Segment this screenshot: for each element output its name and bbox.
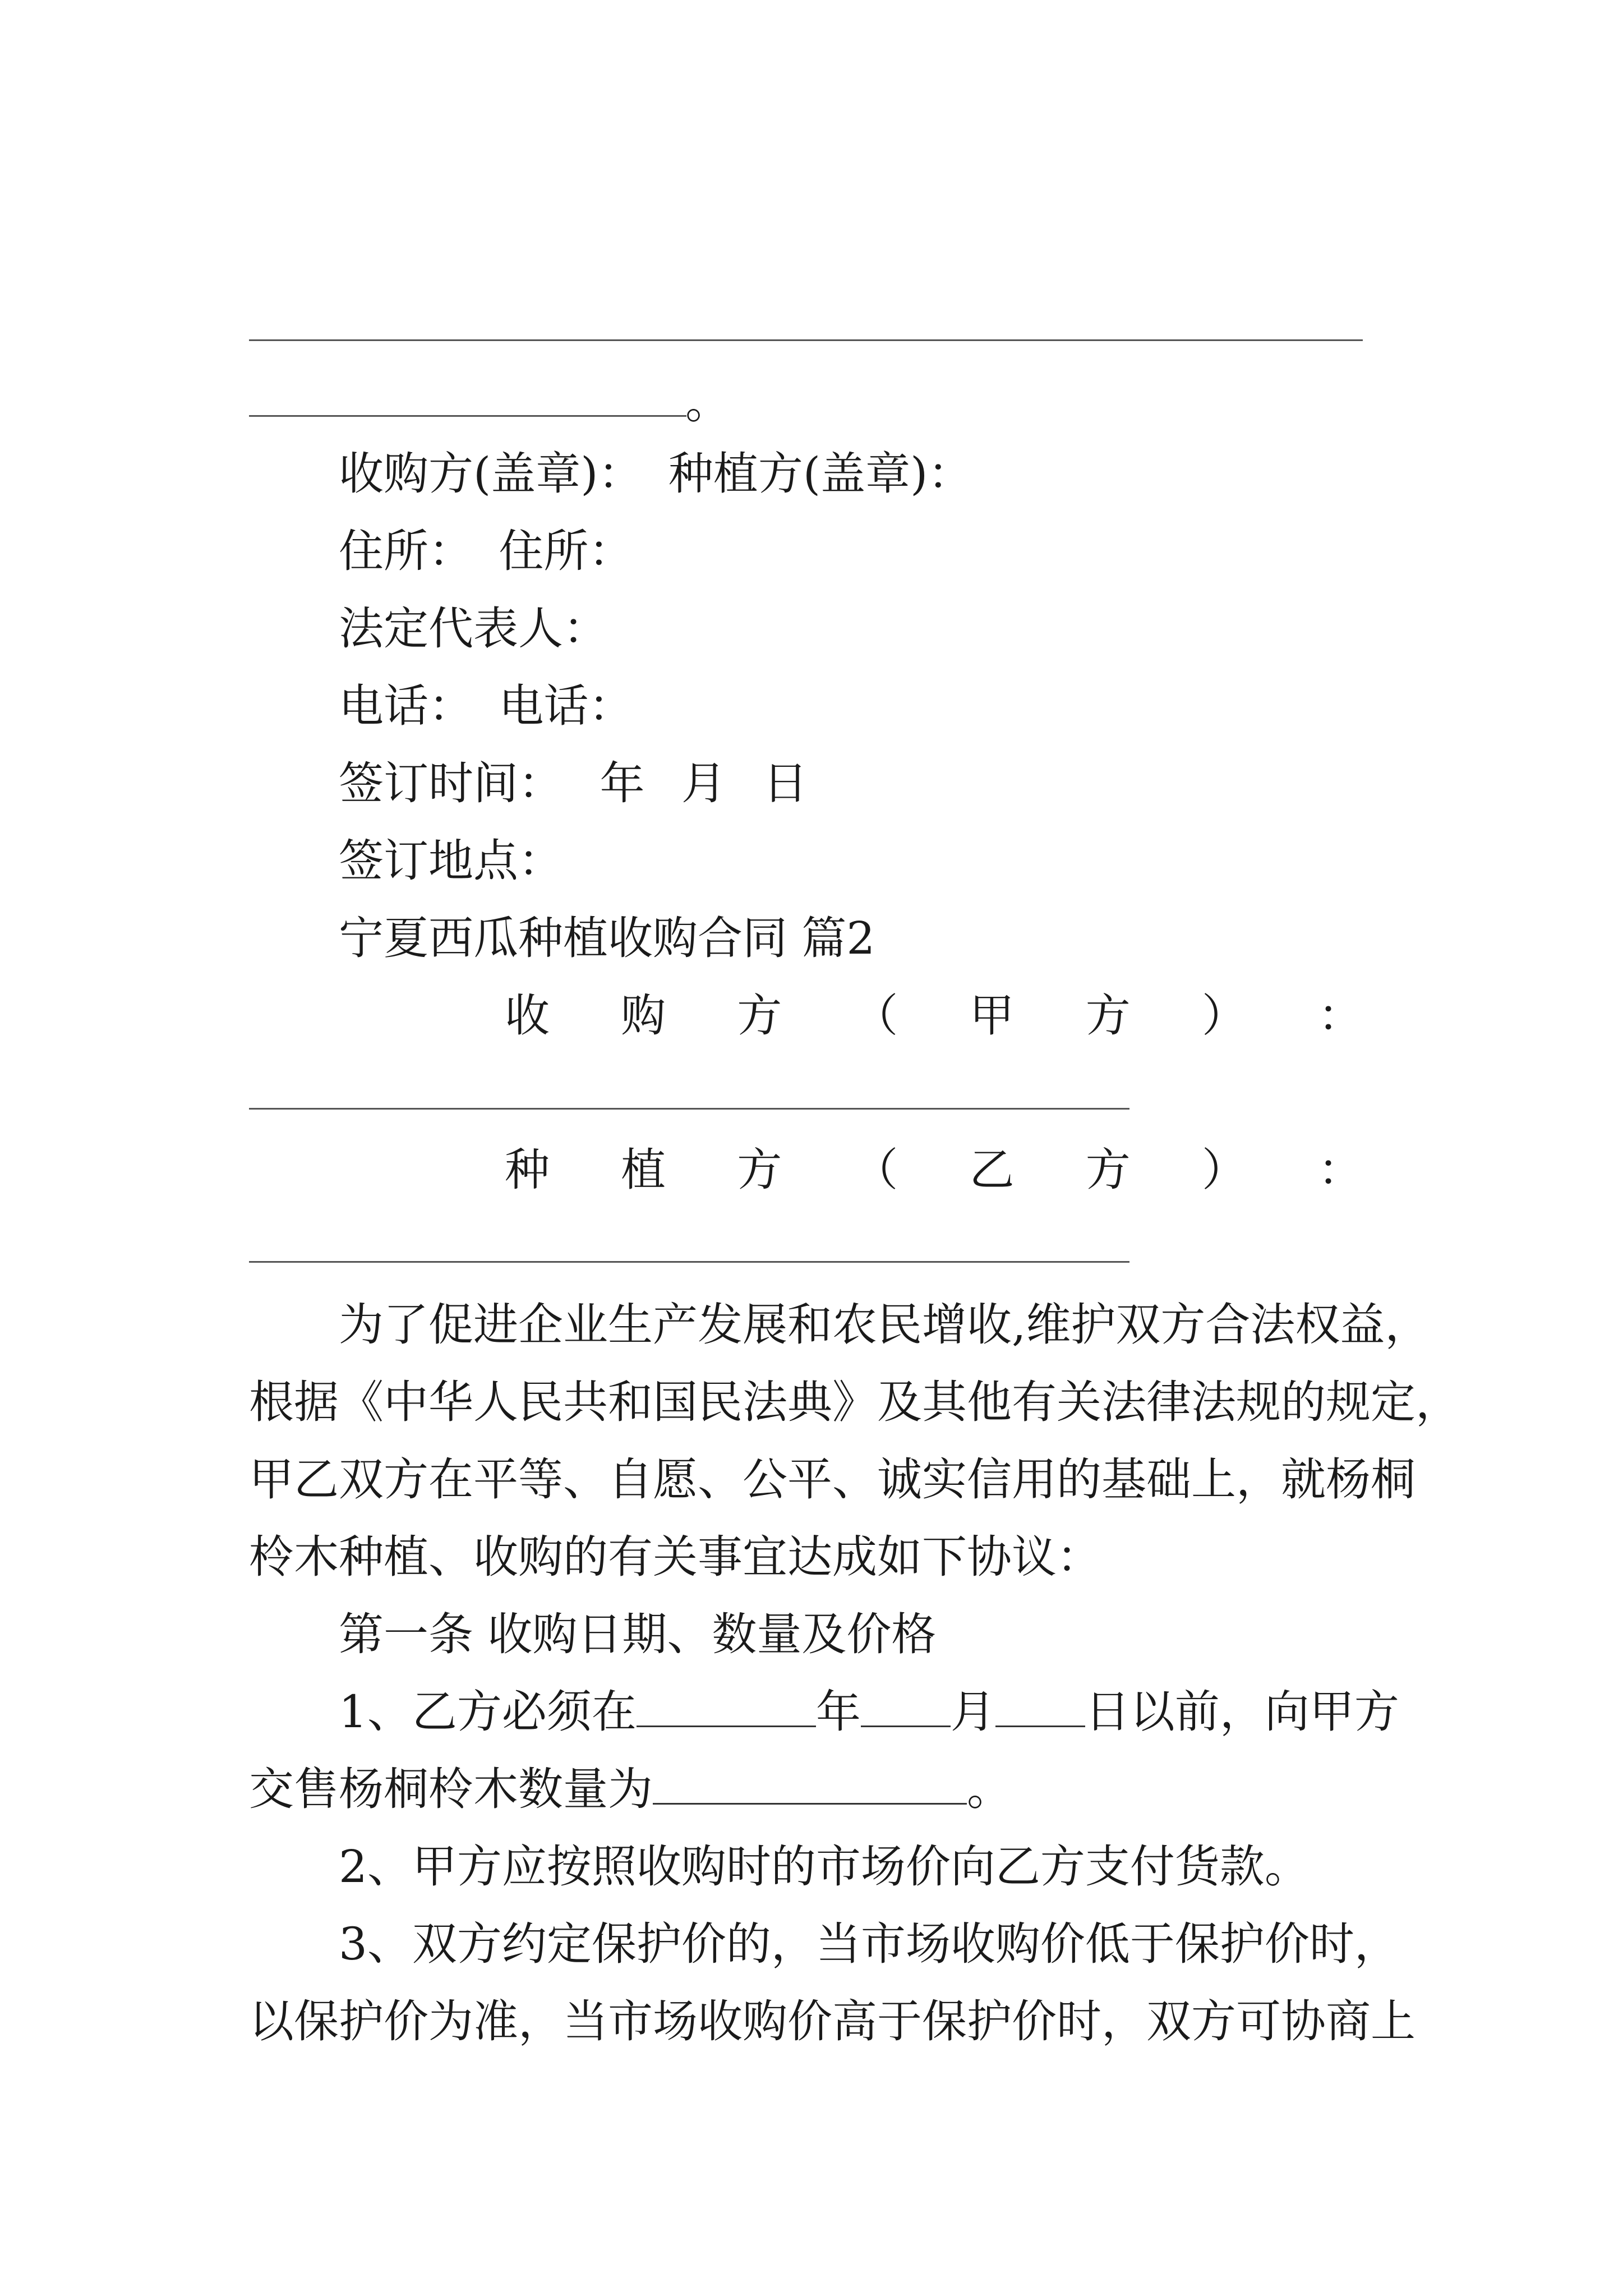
contract-title: 宁夏西瓜种植收购合同 篇2 — [339, 912, 875, 964]
top-short-rule — [249, 415, 686, 417]
sign-place-label: 签订地点： — [339, 835, 563, 887]
day-blank — [995, 1690, 1085, 1727]
party-a-char: 甲 — [969, 990, 1015, 1042]
address-label-b: 住所： — [499, 525, 634, 577]
party-b-char: 乙 — [969, 1144, 1015, 1196]
party-b-char: 种 — [505, 1144, 550, 1196]
item1-month: 月 — [950, 1686, 995, 1738]
item1-text-a: 1、乙方必须在 — [339, 1686, 637, 1738]
party-a-char: 购 — [621, 990, 666, 1042]
intro-line: 为了促进企业生产发展和农民增收,维护双方合法权益， — [339, 1299, 1430, 1351]
intro-line: 根据《中华人民共和国民法典》及其他有关法律法规的规定， — [249, 1376, 1460, 1428]
sign-time-line — [339, 757, 808, 809]
quantity-blank — [653, 1767, 967, 1805]
item3-line1: 3、双方约定保护价的，当市场收购价低于保护价时， — [339, 1918, 1399, 1970]
top-period: 。 — [685, 376, 730, 429]
party-a-char: （ — [853, 990, 898, 1042]
party-a-char: ） — [1201, 990, 1247, 1042]
legal-rep-label: 法定代表人： — [339, 602, 608, 655]
article1-title: 第一条 收购日期、数量及价格 — [339, 1608, 937, 1660]
phone-label-a: 电话： — [339, 680, 473, 732]
party-b-line — [505, 1144, 1363, 1196]
item1-text-b: 日以前，向甲方 — [1085, 1686, 1399, 1738]
sign-time-label: 签订时间： — [339, 757, 563, 809]
party-b-char: 方 — [1085, 1144, 1131, 1196]
party-a-line — [505, 990, 1363, 1042]
party-b-char: （ — [853, 1144, 898, 1196]
item1-text-c: 交售杨桐柃木数量为 — [249, 1763, 653, 1815]
item1-year: 年 — [815, 1686, 861, 1738]
buyer-seal-label: 收购方(盖章)： — [339, 448, 643, 500]
year-blank — [637, 1690, 816, 1727]
phone-label-b: 电话： — [499, 680, 634, 732]
intro-line: 柃木种植、收购的有关事宜达成如下协议： — [249, 1531, 1101, 1583]
item1-line1 — [339, 1686, 1399, 1738]
party-b-char: 植 — [621, 1144, 666, 1196]
address-line — [339, 525, 634, 577]
top-blank-rule — [249, 339, 1363, 341]
grower-seal-label: 种植方(盖章)： — [668, 448, 973, 500]
intro-line: 甲乙双方在平等、自愿、公平、诚实信用的基础上，就杨桐 — [249, 1453, 1415, 1506]
party-b-rule — [249, 1261, 1129, 1263]
party-b-char: 方 — [737, 1144, 782, 1196]
party-b-char: ： — [1317, 1144, 1363, 1196]
phone-line — [339, 680, 634, 732]
sign-month: 月 — [681, 757, 726, 809]
item2-line: 2、甲方应按照收购时的市场价向乙方支付货款。 — [339, 1841, 1310, 1893]
seal-line — [339, 448, 973, 500]
item1-line2 — [249, 1763, 1012, 1815]
sign-day: 日 — [763, 757, 808, 809]
party-a-char: ： — [1317, 990, 1363, 1042]
item1-period: 。 — [967, 1763, 1012, 1815]
party-a-rule — [249, 1108, 1129, 1110]
month-blank — [861, 1690, 951, 1727]
party-a-char: 方 — [737, 990, 782, 1042]
item3-line2: 以保护价为准，当市场收购价高于保护价时，双方可协商上 — [249, 1995, 1415, 2047]
party-b-char: ） — [1201, 1144, 1247, 1196]
party-a-char: 方 — [1085, 990, 1131, 1042]
address-label-a: 住所： — [339, 525, 473, 577]
party-a-char: 收 — [505, 990, 550, 1042]
sign-year: 年 — [600, 757, 645, 809]
